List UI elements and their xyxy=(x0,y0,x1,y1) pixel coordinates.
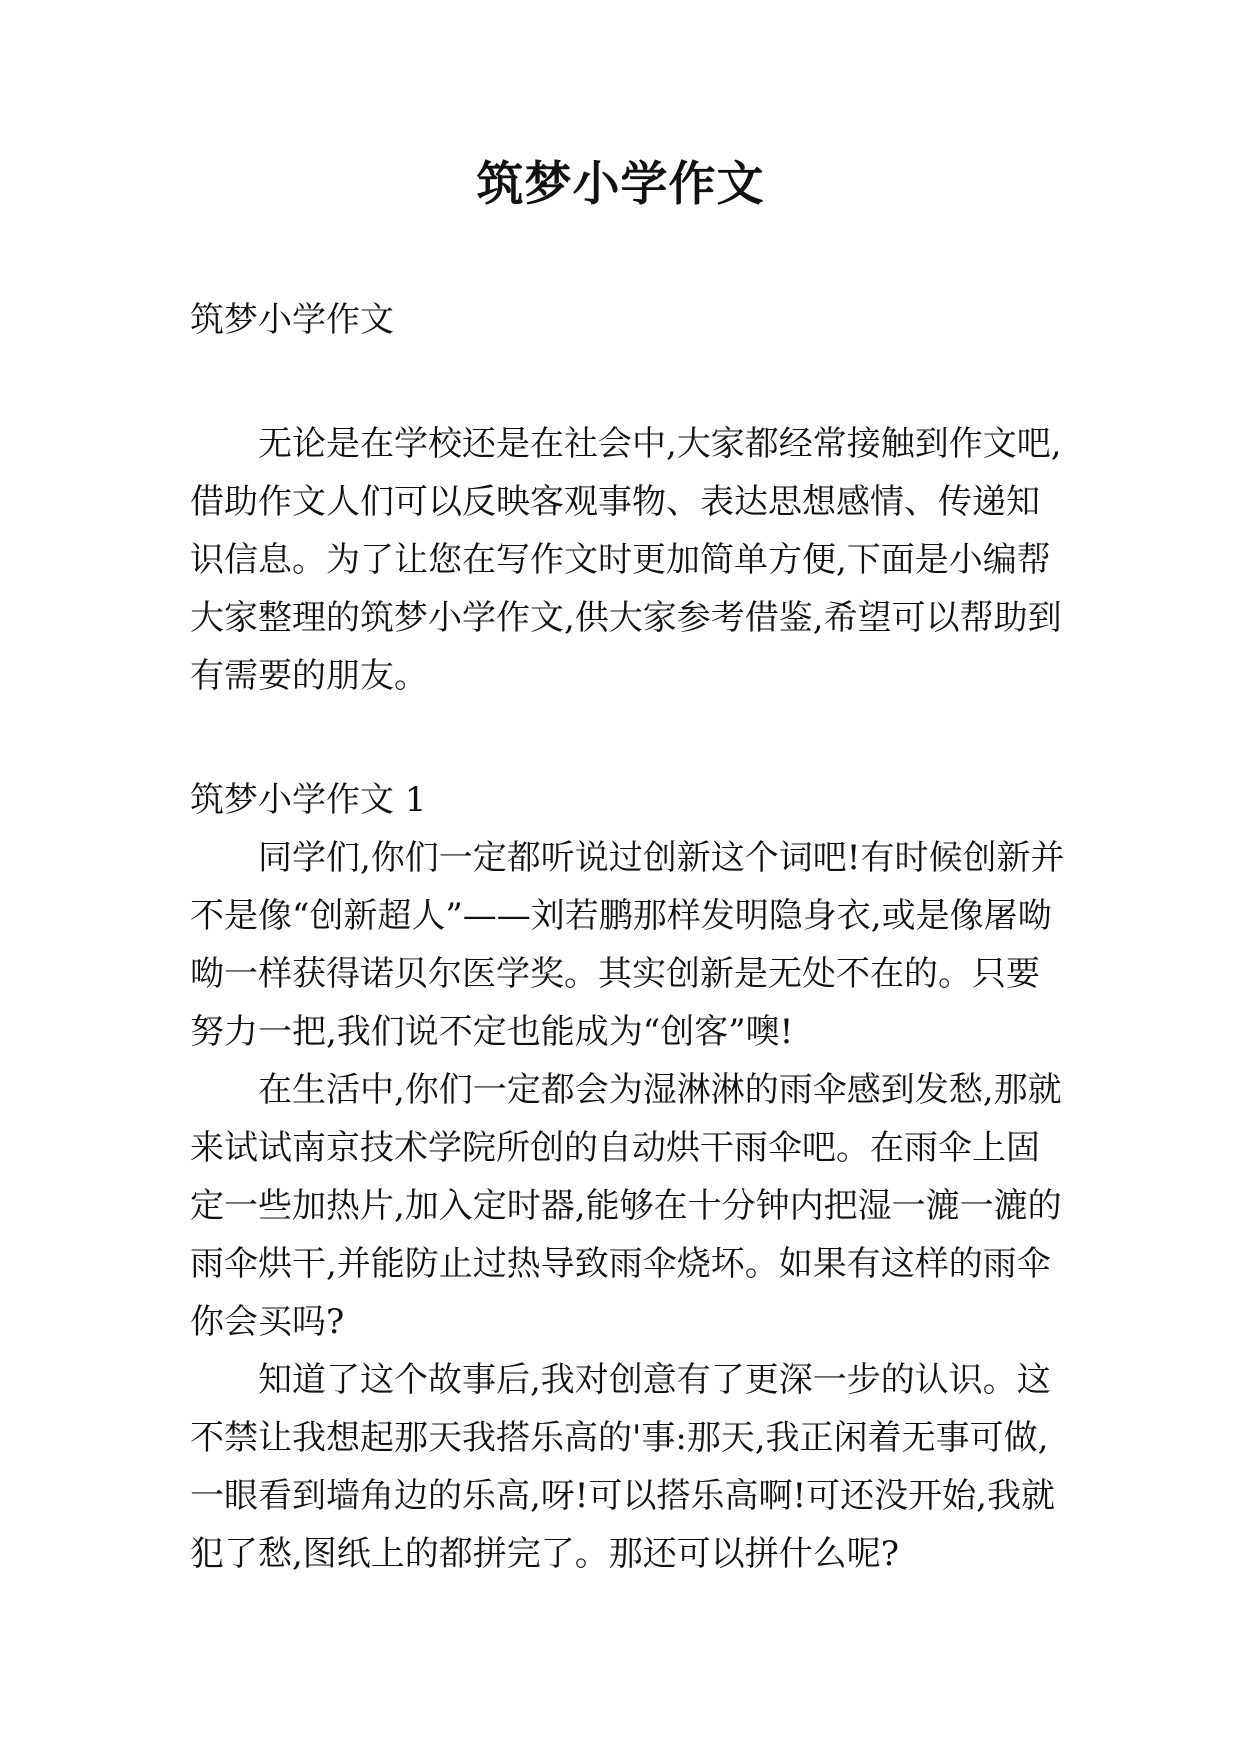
document-subtitle: 筑梦小学作文 xyxy=(190,300,394,340)
body-paragraph-2: 在生活中,你们一定都会为湿淋淋的雨伞感到发愁,那就来试试南京技术学院所创的自动烘干雨伞吧。在雨伞上固定一些加热片,加入定时器,能够在十分钟内把湿一漉一漉的雨伞烘干,并能防止过热导致雨伞烧坏。如果有这样的雨伞你会买吗? xyxy=(190,1070,1062,1342)
document-body xyxy=(190,291,1070,1583)
body-paragraph-1: 同学们,你们一定都听说过创新这个词吧!有时候创新并不是像“创新超人”——刘若鹏那样发明隐身衣,或是像屠呦呦一样获得诺贝尔医学奖。其实创新是无处不在的。只要努力一把,我们说不定也能成为“创客”噢! xyxy=(190,838,1065,1052)
body-paragraph-3: 知道了这个故事后,我对创意有了更深一步的认识。这不禁让我想起那天我搭乐高的'事:那天,我正闲着无事可做,一眼看到墙角边的乐高,呀!可以搭乐高啊!可还没开始,我就犯了愁,图纸上的都拼完了。那还可以拼什么呢? xyxy=(190,1360,1055,1574)
document-title: 筑梦小学作文 xyxy=(476,157,765,212)
intro-paragraph: 无论是在学校还是在社会中,大家都经常接触到作文吧,借助作文人们可以反映客观事物、表达思想感情、传递知识信息。为了让您在写作文时更加简单方便,下面是小编帮大家整理的筑梦小学作文,供大家参考借鉴,希望可以帮助到有需要的朋友。 xyxy=(190,424,1062,696)
section-heading: 筑梦小学作文 1 xyxy=(190,780,427,820)
